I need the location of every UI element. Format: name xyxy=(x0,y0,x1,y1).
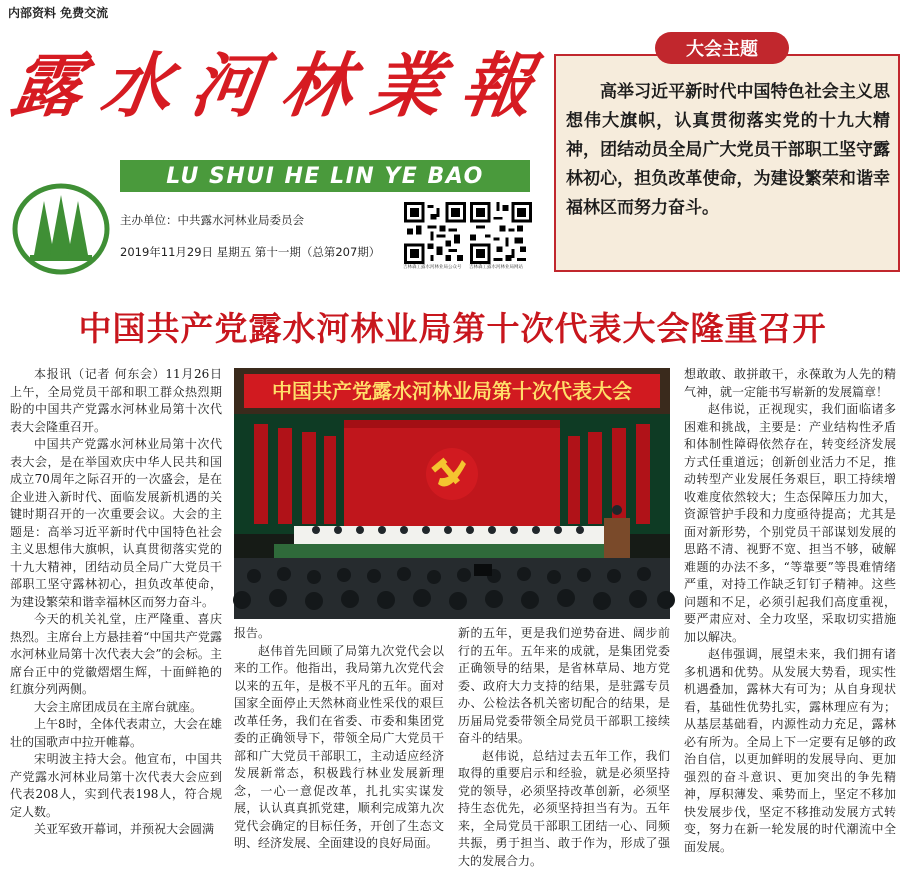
article-paragraph: 赵伟说，正视现实，我们面临诸多困难和挑战，主要是：产业结构性矛盾和体制性障碍依然存在，转变经济发展方式任重道远；创新创业活力不足，推动转型产业发展任务艰巨，职工持续增收难度依然较大；生态保障压力加大，资源管护手段和力度亟待提高；尤其是面对新形势，个别党员干部谋划发展的思路不清、视野不宽、担当不够，破解难题的办法不多，“等靠要”等畏难情绪严重，对持工作缺乏钉钉子精神。这些问题和不足，必须引起我们高度重视，要严肃应对、全力攻坚，采取切实措施加以解决。 xyxy=(684,401,896,646)
article-paragraph: 大会主席团成员在主席台就座。 xyxy=(10,699,222,717)
party-emblem-icon xyxy=(426,448,478,500)
pinyin-title-bar: LU SHUI HE LIN YE BAO xyxy=(120,160,530,192)
qr-caption-wechat: 吉林森工露水河林业局公众号 xyxy=(403,264,473,270)
article-paragraph: 赵伟说，总结过去五年工作，我们取得的重要启示和经验，就是必须坚持党的领导，必须坚持改革创新，必须坚持生态优先，必须坚持担当有为。五年来，全局党员干部职工团结一心、同频共振，勇于担当、敢于作为，形成了强大的发展合力。 xyxy=(458,748,670,870)
title-char: 河 xyxy=(187,51,267,121)
congress-hall-photo xyxy=(234,368,670,619)
title-char: 林 xyxy=(277,51,357,121)
qr-code-wechat-icon xyxy=(404,202,466,264)
issue-dateline: 2019年11月29日 星期五 第十一期（总第207期） xyxy=(120,244,380,260)
article-column-1 xyxy=(10,366,222,836)
article-column-4 xyxy=(684,366,896,836)
article-paragraph: 本报讯（记者 何东会）11月26日上午，全局党员干部和职工群众热烈期盼的中国共产党露水河林业局第十次代表大会隆重召开。 xyxy=(10,366,222,436)
title-char: 水 xyxy=(97,51,177,121)
article-paragraph: 关亚军致开幕词，并预祝大会圆满 xyxy=(10,821,222,839)
qr-code-website-icon xyxy=(470,202,532,264)
article-paragraph: 赵伟强调，展望未来，我们拥有诸多机遇和优势。从发展大势看，现实性机遇叠加，露林大有可为；从自身现状看，基础性优势扎实，露林理应有为；从基层基础看，内源性动力充足，露林必有所为。全局上下一定要有足够的政治自信，以更加鲜明的发展导向、更加强烈的奋斗意识、更加突出的争先精神，厚积薄发、乘势而上，坚定不移加快发展步伐，坚定不移推动发展方式转变，努力在新一轮发展的时代潮流中全面发展。 xyxy=(684,646,896,856)
photo-banner-text: 中国共产党露水河林业局第十次代表大会 xyxy=(272,379,632,403)
congress-hall-illustration xyxy=(234,368,670,619)
article-paragraph: 上午8时，全体代表肃立，大会在雄壮的国歌声中拉开帷幕。 xyxy=(10,716,222,751)
theme-badge: 大会主题 xyxy=(655,32,789,64)
theme-text: 高举习近平新时代中国特色社会主义思想伟大旗帜，认真贯彻落实党的十九大精神，团结动员全局广大党员干部职工坚守露林初心，担负改革使命，为建设繁荣和谐幸福林区而努力奋斗。 xyxy=(566,78,890,223)
article-paragraph: 中国共产党露水河林业局第十次代表大会，是在举国欢庆中华人民共和国成立70周年之际召开的一次盛会，是在企业进入新时代、面临发展新机遇的关键时期召开的一次重要会议。大会的主题是：高举习近平新时代中国特色社会主义思想伟大旗帜，认真贯彻落实党的十九大精神，团结动员全局广大党员干部职工坚守露林初心，担负改革使命，为建设繁荣和谐幸福林区而努力奋斗。 xyxy=(10,436,222,611)
title-char: 露 xyxy=(7,51,87,121)
article-paragraph: 新的五年，更是我们逆势奋进、阔步前行的五年。五年来的成就，是集团党委正确领导的结果，是省林草局、地方党委、政府大力支持的结果，是驻露专员办、公检法各机关密切配合的结果，是历届局党委带领全局党员干部职工接续奋斗的结果。 xyxy=(458,625,670,748)
main-headline: 中国共产党露水河林业局第十次代表大会隆重召开 xyxy=(0,303,905,350)
title-char: 業 xyxy=(367,51,447,121)
camera-icon xyxy=(474,564,492,576)
article-paragraph: 报告。 xyxy=(234,625,444,643)
newspaper-title xyxy=(12,40,532,132)
article-paragraph: 宋明波主持大会。他宣布，中国共产党露水河林业局第十次代表大会应到代表208人，实到代表198人，符合规定人数。 xyxy=(10,751,222,821)
forest-logo-icon xyxy=(12,183,110,275)
article-paragraph: 今天的机关礼堂，庄严隆重、喜庆热烈。主席台上方悬挂着“中国共产党露水河林业局第十次代表大会”的会标。主席台正中的党徽熠熠生辉，十面鲜艳的红旗分列两侧。 xyxy=(10,611,222,699)
article-paragraph: 想敢敢、敢拼敢干，永葆敢为人先的精气神，就一定能书写崭新的发展篇章！ xyxy=(684,366,896,401)
article-column-2 xyxy=(234,625,444,836)
title-char: 報 xyxy=(457,51,537,121)
article-column-3 xyxy=(458,625,670,836)
internal-material-note: 内部资料 免费交流 xyxy=(8,4,108,21)
podium xyxy=(604,518,630,558)
sponsor-line: 主办单位：中共露水河林业局委员会 xyxy=(120,212,304,228)
qr-caption-website: 吉林森工露水河林业局网站 xyxy=(469,264,539,270)
article-paragraph: 赵伟首先回顾了局第九次党代会以来的工作。他指出，我局第九次党代会以来的五年，是极不平凡的五年。面对国家全面停止天然林商业性采伐的艰巨改革任务，我们在省委、市委和集团党委的正确领导下，带领全局广大党员干部和广大党员干部职工，主动适应经济发展新常态，积极践行林业发展新理念，一心一意促改革，扎扎实实谋发展，认认真真抓党建，顺利完成第九次党代会确定的目标任务，开创了生态文明、经济发展、全面建设的良好局面。 xyxy=(234,643,444,853)
